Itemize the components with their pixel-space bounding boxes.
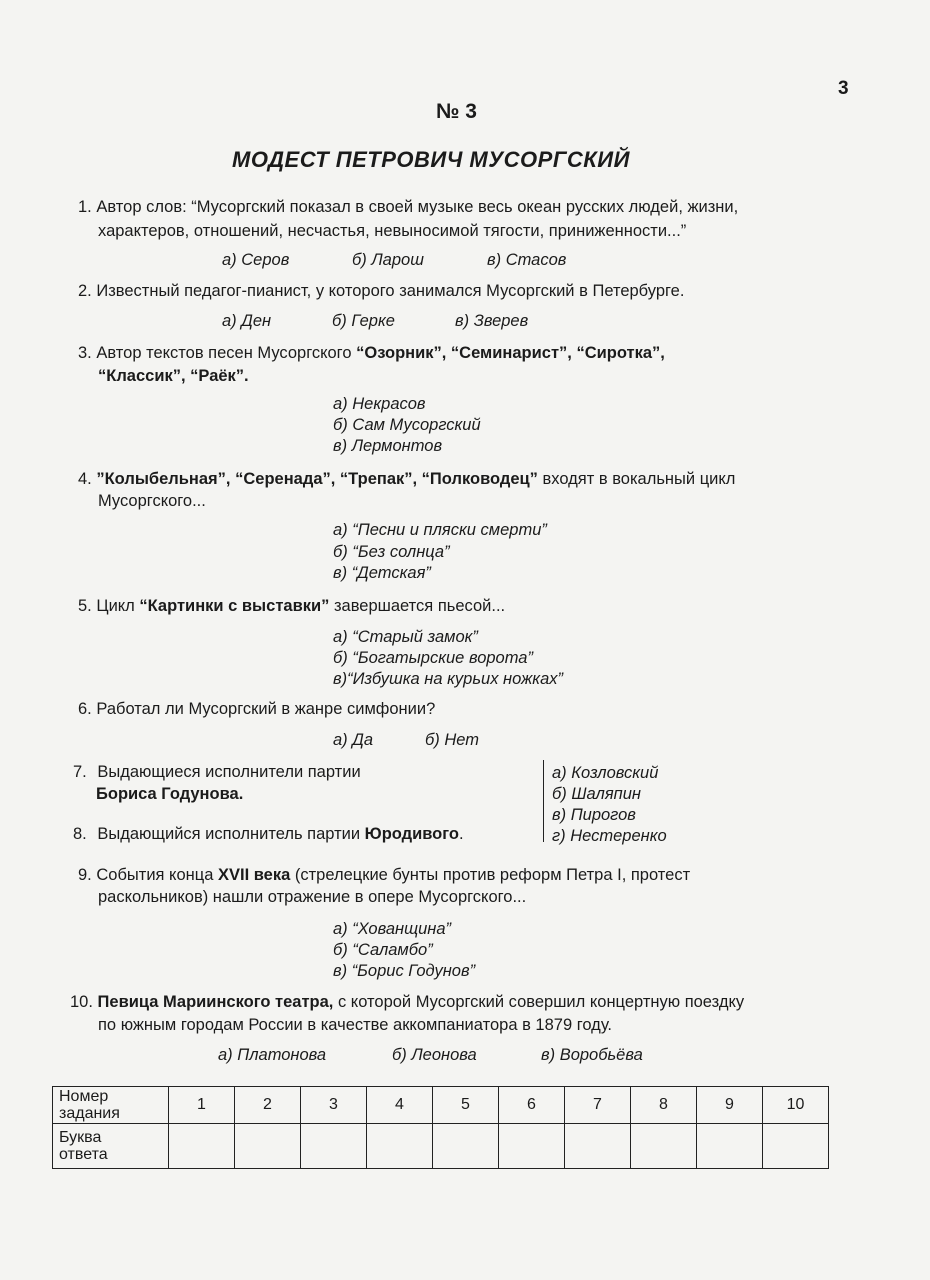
question-number: 7. bbox=[73, 763, 87, 781]
role-name: Юродивого bbox=[364, 825, 459, 843]
answer-option[interactable]: б) “Саламбо” bbox=[333, 941, 433, 959]
answer-option[interactable]: б) “Богатырские ворота” bbox=[333, 649, 533, 667]
song-titles: ”Колыбельная”, “Серенада”, “Трепак”, “Полководец” bbox=[96, 470, 538, 488]
answer-cell[interactable] bbox=[565, 1124, 631, 1169]
page-title: МОДЕСТ ПЕТРОВИЧ МУСОРГСКИЙ bbox=[232, 147, 630, 172]
answer-option[interactable]: а) Козловский bbox=[552, 764, 659, 782]
table-row bbox=[53, 1124, 829, 1169]
answer-cell[interactable] bbox=[367, 1124, 433, 1169]
answer-option[interactable]: в) Стасов bbox=[487, 251, 567, 269]
task-number-cell: 10 bbox=[763, 1087, 829, 1124]
task-number-cell: 4 bbox=[367, 1087, 433, 1124]
question-text: Выдающиеся исполнители партии bbox=[97, 763, 361, 781]
answer-option[interactable]: а) “Хованщина” bbox=[333, 920, 452, 938]
row-header-line: Номер bbox=[59, 1088, 109, 1105]
answer-option[interactable]: б) Герке bbox=[332, 312, 395, 330]
question-text: Автор слов: “Мусоргский показал в своей музыке весь океан русских людей, жизни, bbox=[96, 198, 739, 216]
question-9 bbox=[78, 863, 690, 887]
answer-option[interactable]: в) Зверев bbox=[455, 312, 529, 330]
question-2 bbox=[78, 279, 684, 303]
row-header-line: задания bbox=[59, 1105, 120, 1122]
answer-cell[interactable] bbox=[697, 1124, 763, 1169]
answer-option[interactable]: а) Некрасов bbox=[333, 395, 426, 413]
answer-option[interactable]: б) Шаляпин bbox=[552, 785, 641, 803]
task-number-cell: 8 bbox=[631, 1087, 697, 1124]
question-text: Выдающийся исполнитель партии bbox=[97, 825, 365, 843]
question-8 bbox=[73, 822, 464, 846]
answer-option[interactable]: а) “Старый замок” bbox=[333, 628, 478, 646]
question-text: Цикл bbox=[96, 597, 140, 615]
question-1 bbox=[78, 195, 738, 219]
answer-cell[interactable] bbox=[763, 1124, 829, 1169]
answer-option[interactable]: в) Лермонтов bbox=[333, 437, 443, 455]
answer-option[interactable]: в) Воробьёва bbox=[541, 1046, 643, 1064]
answer-cell[interactable] bbox=[499, 1124, 565, 1169]
row-header bbox=[53, 1087, 169, 1124]
answer-option[interactable]: а) Серов bbox=[222, 251, 290, 269]
answer-option[interactable]: б) Нет bbox=[425, 731, 480, 749]
task-number-cell: 5 bbox=[433, 1087, 499, 1124]
question-4-line-2: Мусоргского... bbox=[98, 492, 206, 510]
question-number: 5. bbox=[78, 597, 92, 615]
question-text: Известный педагог-пианист, у которого занимался Мусоргский в Петербурге. bbox=[96, 282, 685, 300]
task-number-cell: 6 bbox=[499, 1087, 565, 1124]
answer-option[interactable]: в) “Борис Годунов” bbox=[333, 962, 476, 980]
question-text: . bbox=[458, 825, 464, 843]
question-9-line-2: раскольников) нашли отражение в опере Мусоргского... bbox=[98, 888, 527, 906]
table-row bbox=[53, 1087, 829, 1124]
row-header bbox=[53, 1124, 169, 1169]
page-number: 3 bbox=[838, 78, 849, 99]
answer-option[interactable]: а) “Песни и пляски смерти” bbox=[333, 521, 547, 539]
question-7-line-2: Бориса Годунова. bbox=[96, 785, 244, 803]
question-6 bbox=[78, 697, 435, 721]
question-number: 8. bbox=[73, 825, 87, 843]
answer-cell[interactable] bbox=[301, 1124, 367, 1169]
answer-cell[interactable] bbox=[631, 1124, 697, 1169]
answer-option[interactable]: б) Ларош bbox=[352, 251, 424, 269]
options-bracket bbox=[543, 760, 544, 842]
question-number: 3. bbox=[78, 344, 92, 362]
answer-option[interactable]: б) “Без солнца” bbox=[333, 543, 450, 561]
row-header-line: Буква bbox=[59, 1129, 102, 1146]
answer-option[interactable]: в) Пирогов bbox=[552, 806, 636, 824]
question-number: 9. bbox=[78, 866, 92, 884]
question-4 bbox=[78, 467, 735, 491]
question-1-line-2: характеров, отношений, несчастья, невыносимой тягости, приниженности...” bbox=[98, 222, 687, 240]
question-text: Автор текстов песен Мусоргского bbox=[96, 344, 357, 362]
document-number: № 3 bbox=[436, 100, 477, 123]
answer-option[interactable]: б) Леонова bbox=[392, 1046, 477, 1064]
question-text: (стрелецкие бунты против реформ Петра I, протест bbox=[290, 866, 691, 884]
answer-table bbox=[52, 1086, 829, 1169]
answer-option[interactable]: в) “Детская” bbox=[333, 564, 431, 582]
task-number-cell: 2 bbox=[235, 1087, 301, 1124]
century: XVII века bbox=[217, 866, 291, 884]
question-3-line-2: “Классик”, “Раёк”. bbox=[98, 367, 249, 385]
answer-option[interactable]: а) Да bbox=[333, 731, 374, 749]
question-10-line-2: по южным городам России в качестве аккомпаниатора в 1879 году. bbox=[98, 1016, 612, 1034]
answer-cell[interactable] bbox=[433, 1124, 499, 1169]
song-titles: “Озорник”, “Семинарист”, “Сиротка”, bbox=[356, 344, 665, 362]
answer-option[interactable]: а) Платонова bbox=[218, 1046, 327, 1064]
row-header-line: ответа bbox=[59, 1146, 108, 1163]
cycle-title: “Картинки с выставки” bbox=[139, 597, 330, 615]
question-7 bbox=[73, 760, 361, 784]
question-number: 2. bbox=[78, 282, 92, 300]
question-text: с которой Мусоргский совершил концертную поездку bbox=[333, 993, 745, 1011]
answer-cell[interactable] bbox=[169, 1124, 235, 1169]
question-number: 4. bbox=[78, 470, 92, 488]
question-number: 6. bbox=[78, 700, 92, 718]
task-number-cell: 3 bbox=[301, 1087, 367, 1124]
answer-option[interactable]: г) Нестеренко bbox=[552, 827, 667, 845]
question-10 bbox=[70, 990, 744, 1014]
question-text: Работал ли Мусоргский в жанре симфонии? bbox=[96, 700, 436, 718]
task-number-cell: 9 bbox=[697, 1087, 763, 1124]
task-number-cell: 1 bbox=[169, 1087, 235, 1124]
question-text: завершается пьесой... bbox=[329, 597, 506, 615]
question-text: События конца bbox=[96, 866, 218, 884]
question-3 bbox=[78, 341, 665, 365]
task-number-cell: 7 bbox=[565, 1087, 631, 1124]
singer-description: Певица Мариинского театра, bbox=[97, 993, 334, 1011]
question-5 bbox=[78, 594, 505, 618]
answer-cell[interactable] bbox=[235, 1124, 301, 1169]
answer-option[interactable]: а) Ден bbox=[222, 312, 272, 330]
answer-option[interactable]: в)“Избушка на курьих ножках” bbox=[333, 670, 564, 688]
question-number: 1. bbox=[78, 198, 92, 216]
answer-option[interactable]: б) Сам Мусоргский bbox=[333, 416, 481, 434]
question-number: 10. bbox=[70, 993, 93, 1011]
question-text: входят в вокальный цикл bbox=[537, 470, 736, 488]
